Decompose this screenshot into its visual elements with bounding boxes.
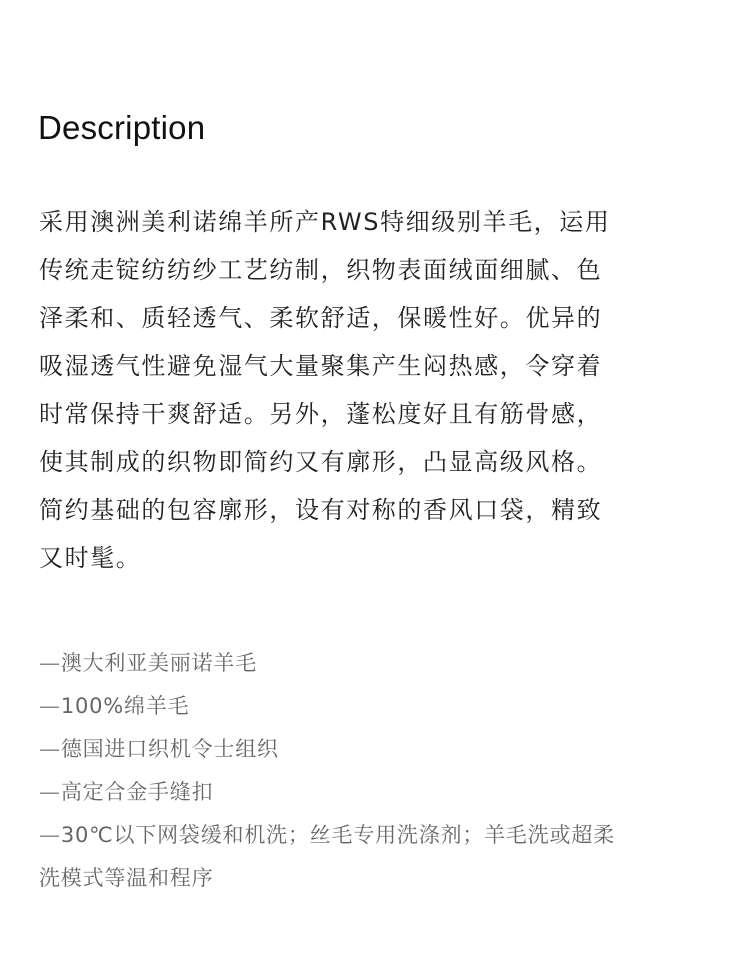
description-line: 又时髦。 [39,544,142,572]
feature-item [39,814,719,857]
description-line: 采用澳洲美利诺绵羊所产RWS特细级别羊毛，运用 [39,208,611,236]
description-line: 使其制成的织物即简约又有廓形，凸显高级风格。 [39,448,603,476]
feature-item [39,685,719,728]
page-title: Description [38,109,206,147]
feature-text: 德国进口织机令士组织 [60,737,279,761]
feature-item [39,642,719,685]
feature-list [39,642,719,900]
feature-text: 高定合金手缝扣 [60,780,214,804]
feature-text: 澳大利亚美丽诺羊毛 [60,651,258,675]
dash-marker: — [39,780,61,804]
description-line: 泽柔和、质轻透气、柔软舒适，保暖性好。优异的 [39,304,603,332]
feature-item [39,771,719,814]
feature-text: 30℃以下网袋缓和机洗；丝毛专用洗涤剂；羊毛洗或超柔 [60,823,615,847]
dash-marker: — [39,823,61,847]
description-line: 简约基础的包容廓形，设有对称的香风口袋，精致 [39,496,603,524]
feature-item [39,728,719,771]
dash-marker: — [39,651,61,675]
feature-text: 洗模式等温和程序 [39,866,214,890]
description-paragraph [39,198,659,582]
dash-marker: — [39,737,61,761]
feature-text: 100%绵羊毛 [60,694,190,718]
dash-marker: — [39,694,61,718]
description-line: 时常保持干爽舒适。另外，蓬松度好且有筋骨感， [39,400,603,428]
feature-item-continued [39,857,719,900]
description-line: 吸湿透气性避免湿气大量聚集产生闷热感，令穿着 [39,352,603,380]
description-line: 传统走锭纺纺纱工艺纺制，织物表面绒面细腻、色 [39,256,603,284]
